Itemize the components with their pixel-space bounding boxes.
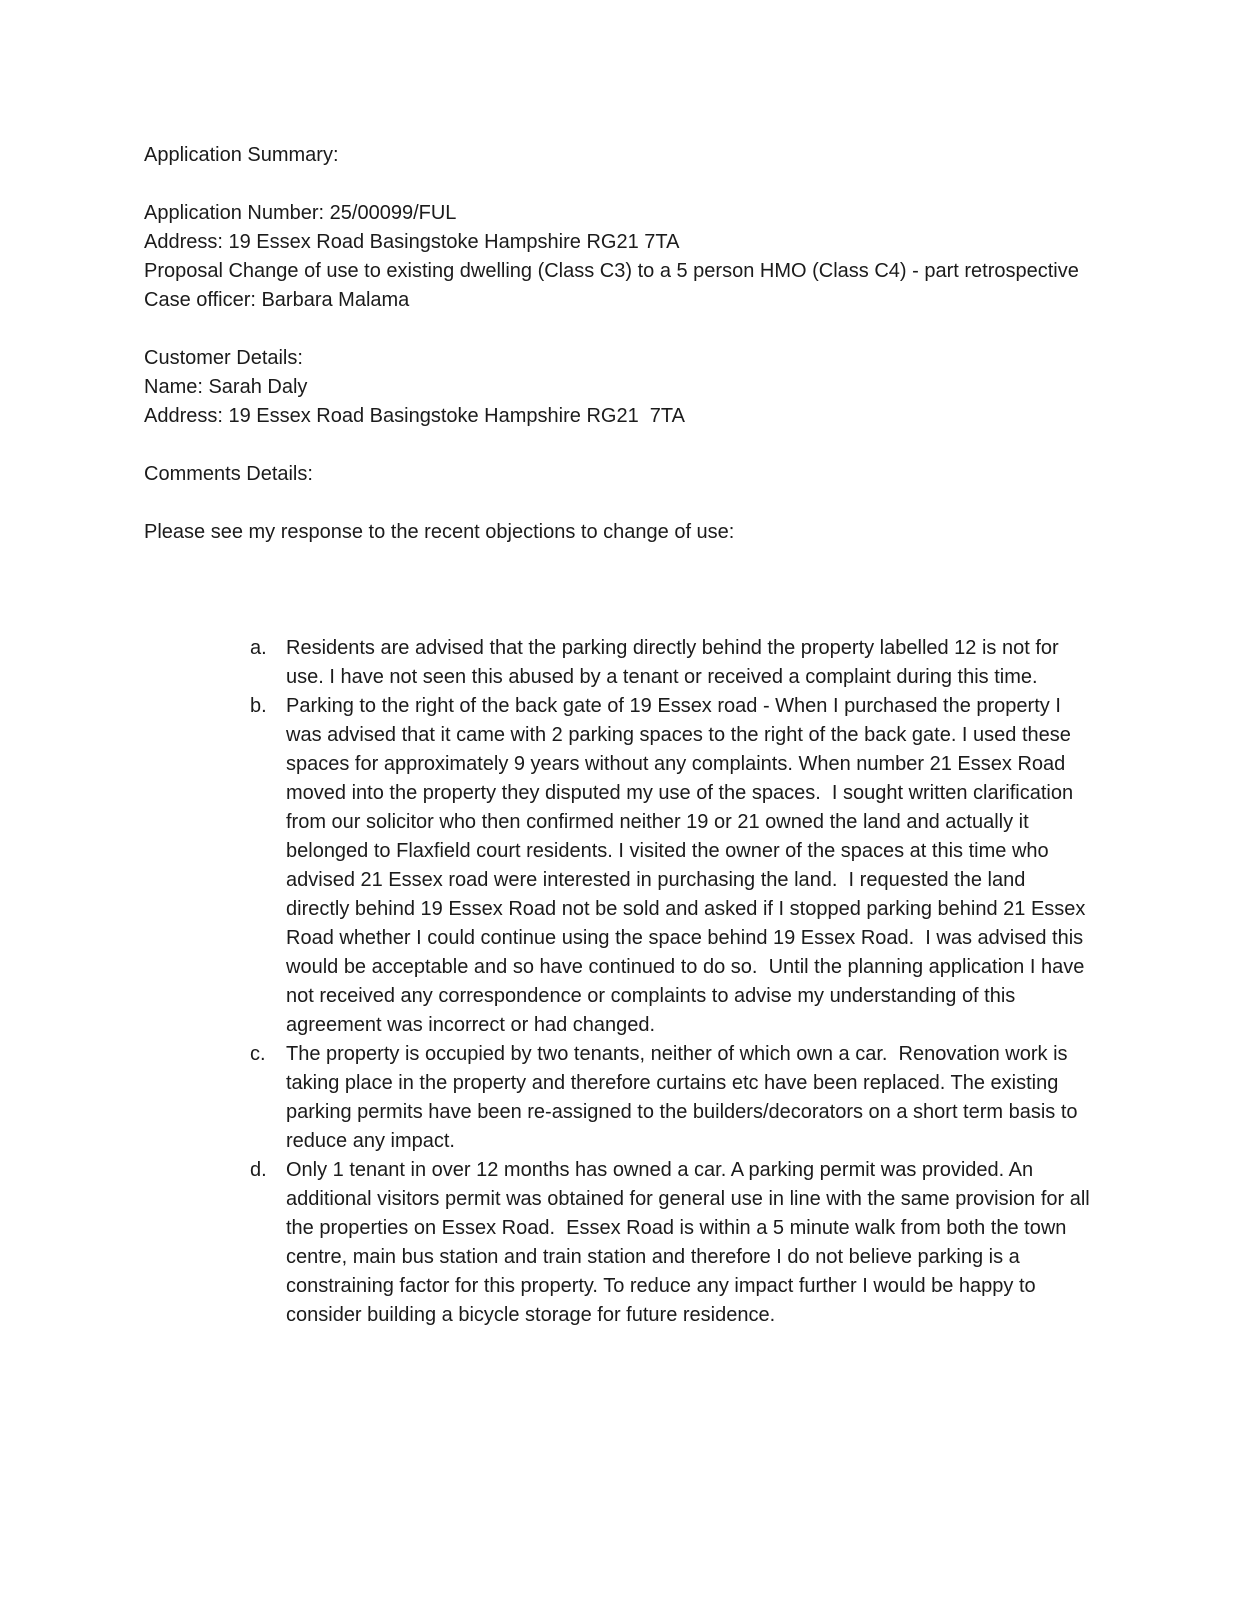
list-marker-c: c. bbox=[250, 1043, 266, 1065]
response-list bbox=[250, 634, 1096, 1330]
customer-details-heading: Customer Details: bbox=[144, 347, 303, 369]
application-address-line: Address: 19 Essex Road Basingstoke Hampshire RG21 7TA bbox=[144, 231, 680, 253]
customer-name-line: Name: Sarah Daly bbox=[144, 376, 308, 398]
list-item-d bbox=[250, 1156, 1096, 1330]
application-proposal-line: Proposal Change of use to existing dwelling (Class C3) to a 5 person HMO (Class C4) - part retrospective bbox=[144, 260, 1079, 282]
list-item-a bbox=[250, 634, 1090, 692]
list-marker-a: a. bbox=[250, 637, 267, 659]
list-item-c-text: The property is occupied by two tenants, neither of which own a car. Renovation work is taking place in the property and therefore curtains etc have been replaced. The existing parking permits have been re-assigned to the builders/decorators on a short term basis to reduce any impact. bbox=[286, 1043, 1084, 1152]
list-item-d-text: Only 1 tenant in over 12 months has owned a car. A parking permit was provided. An additional visitors permit was obtained for general use in line with the same provision for all the properties on Essex Road. Essex Road is within a 5 minute walk from both the town centre, main bus station and train station and therefore I do not believe parking is a constraining factor for this property. To reduce any impact further I would be happy to consider building a bicycle storage for future residence. bbox=[286, 1159, 1096, 1326]
customer-address-line: Address: 19 Essex Road Basingstoke Hampshire RG21 7TA bbox=[144, 405, 685, 427]
list-marker-d: d. bbox=[250, 1159, 267, 1181]
application-number-line: Application Number: 25/00099/FUL bbox=[144, 202, 457, 224]
list-item-a-text: Residents are advised that the parking directly behind the property labelled 12 is not for use. I have not seen this abused by a tenant or received a complaint during this time. bbox=[286, 637, 1065, 688]
list-item-b-text: Parking to the right of the back gate of 19 Essex road - When I purchased the property I was advised that it came with 2 parking spaces to the right of the back gate. I used these spaces for approximately 9 years without any complaints. When number 21 Essex Road moved into the property they disputed my use of the spaces. I sought written clarification from our solicitor who then confirmed neither 19 or 21 owned the land and actually it belonged to Flaxfield court residents. I visited the owner of the spaces at this time who advised 21 Essex road were interested in purchasing the land. I requested the land directly behind 19 Essex Road not be sold and asked if I stopped parking behind 21 Essex Road whether I could continue using the space behind 19 Essex Road. I was advised this would be acceptable and so have continued to do so. Until the planning application I have not received any correspondence or complaints to advise my understanding of this agreement was incorrect or had changed. bbox=[286, 695, 1091, 1036]
comments-details-heading: Comments Details: bbox=[144, 463, 313, 485]
list-item-b bbox=[250, 692, 1090, 1040]
list-marker-b: b. bbox=[250, 695, 267, 717]
list-item-c bbox=[250, 1040, 1090, 1156]
case-officer-line: Case officer: Barbara Malama bbox=[144, 289, 410, 311]
application-summary-heading: Application Summary: bbox=[144, 144, 339, 166]
comments-intro-line: Please see my response to the recent objections to change of use: bbox=[144, 521, 735, 543]
